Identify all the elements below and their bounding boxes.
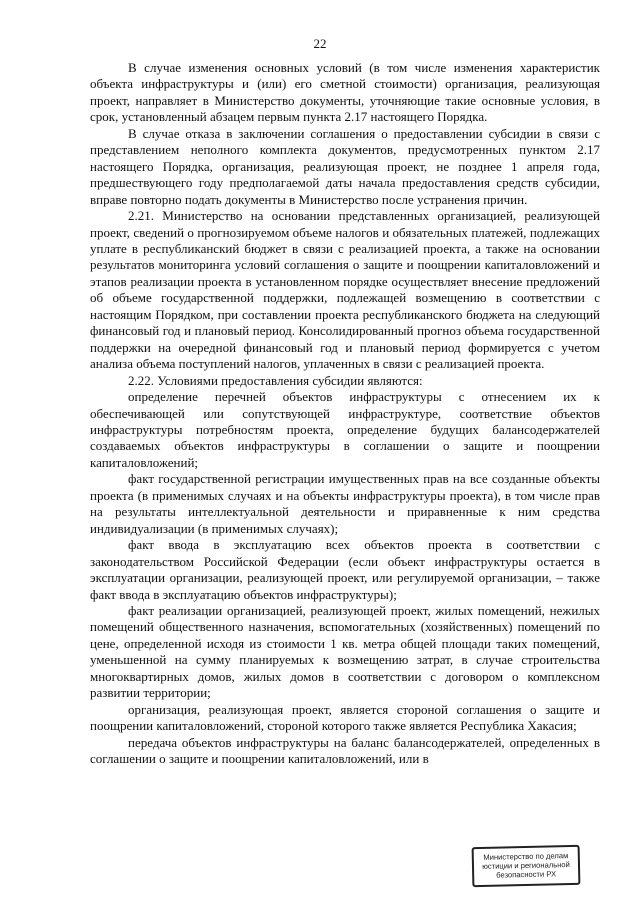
page-number: 22 — [313, 36, 327, 51]
condition-item: факт реализации организацией, реализующей проект, жилых помещений, нежилых помещений общественного назначения, вспомогательных (хозяйственных) помещений по цене, определенной исходя из стоимости 1 кв. метра общей площади таких помещений, уменьшенной на сумму планируемых к возмещению затрат, в случае строительства многоквартирных домов, жилых домов в соответствии с договором о комплексном развитии территории; — [90, 602, 600, 701]
condition-item: передача объектов инфраструктуры на баланс балансодержателей, определенных в соглашении о защите и поощрении капиталовложений, или в — [90, 734, 600, 767]
paragraph-change-conditions: В случае изменения основных условий (в том числе изменения характеристик объекта инфраструктуры и (или) его сметной стоимости) организация, реализующая проект, направляет в Министерство документы, уточняющие такие основные условия, в срок, установленный абзацем первым пункта 2.17 настоящего Порядка. — [90, 60, 600, 125]
ministry-stamp — [472, 845, 581, 887]
paragraph-2-22: 2.22. Условиями предоставления субсидии являются: — [128, 372, 423, 388]
stamp-line: Министерство по делам — [483, 851, 569, 862]
condition-item: факт ввода в эксплуатацию всех объектов проекта в соответствии с законодательством Российской Федерации (если объект инфраструктуры остается в эксплуатации организации, реализующей проект, или регулируемой организации, – также факт ввода в эксплуатацию объектов инфраструктуры); — [90, 537, 600, 602]
paragraph-refusal: В случае отказа в заключении соглашения о предоставлении субсидии в связи с представлением неполного комплекта документов, предусмотренных пунктом 2.17 настоящего Порядка, организация, реализующая проект, не позднее 1 апреля года, предшествующего году предполагаемой даты начала предоставления средств субсидии, вправе повторно подать документы в Министерство после устранения причин. — [90, 125, 600, 207]
condition-item: организация, реализующая проект, является стороной соглашения о защите и поощрении капиталовложений, стороной которого также является Республика Хакасия; — [90, 701, 600, 734]
condition-item: факт государственной регистрации имущественных прав на все созданные объекты проекта (в применимых случаях и на объекты инфраструктуры проекта), в том числе прав на результаты интеллектуальной деятельности и приравненные к ним средства индивидуализации (в применимых случаях); — [90, 471, 600, 536]
condition-item: определение перечней объектов инфраструктуры с отнесением их к обеспечивающей или сопутствующей инфраструктуре, соответствие объектов инфраструктуры потребностям проекта, определение будущих балансодержателей создаваемых объектов инфраструктуры в соглашении о защите и поощрении капиталовложений; — [90, 389, 600, 470]
paragraph-2-21: 2.21. Министерство на основании представленных организацией, реализующей проект, сведений о прогнозируемом объеме налогов и обязательных платежей, подлежащих уплате в республиканский бюджет в связи с реализацией проекта, а также на основании результатов мониторинга условий соглашения о защите и поощрении капиталовложений и этапов реализации проекта в установленном порядке осуществляет внесение предложений об объеме государственной поддержки, подлежащей возмещению в соответствии с настоящим Порядком, при составлении проекта республиканского бюджета на следующий финансовый год и плановый период. Консолидированный прогноз объема государственной поддержки на очередной финансовый год и плановый период формируется с учетом анализа объема поступлений налогов, уплаченных в связи с реализацией проекта. — [90, 208, 600, 372]
document-body — [90, 60, 600, 767]
stamp-line: юстиции и региональной — [482, 860, 570, 871]
stamp-line: безопасности РХ — [496, 869, 557, 880]
